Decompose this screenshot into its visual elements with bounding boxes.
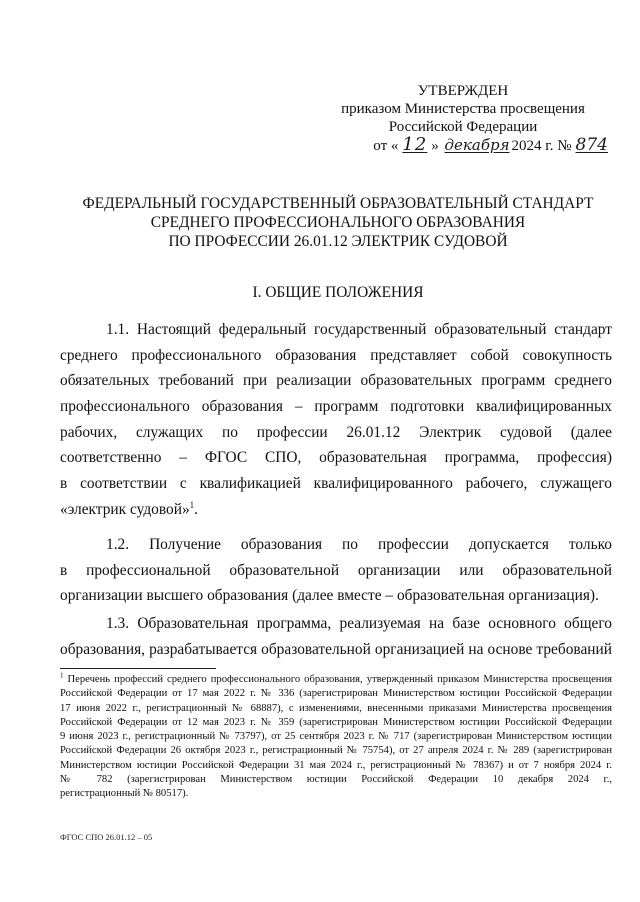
paragraph-line: обязательных требований при реализации образовательных программ среднего (60, 372, 612, 390)
order-day-handwritten: 12 (402, 134, 428, 155)
paragraph-line: в профессиональной образовательной организации или образовательной (60, 561, 612, 579)
footnote-mark: 1 (60, 671, 64, 680)
standard-title (60, 194, 616, 251)
footnote-line: 17 июня 2022 г., регистрационный № 68887), с изменениями, внесенными приказами Министерства просвещения (60, 702, 612, 714)
paragraph-1-3 (60, 611, 612, 662)
paragraph-line: 1.1. Настоящий федеральный государственный образовательный стандарт (106, 321, 612, 338)
paragraph-1-1 (60, 317, 612, 523)
title-line-2: СРЕДНЕГО ПРОФЕССИОНАЛЬНОГО ОБРАЗОВАНИЯ (150, 214, 526, 231)
footnote-line: регистрационный № 80517). (60, 788, 189, 800)
footnote-line: Российской Федерации 26 октября 2023 г., регистрационный № 75754), от 27 апреля 2024 г. № 289 (зарегистрирован (60, 745, 612, 757)
paragraph-line: 1.2. Получение образования по профессии допускается только (106, 536, 612, 553)
footnote-text: Перечень профессий среднего профессионального образования, утвержденный приказом Министерства просвещения (63, 674, 612, 685)
footnote-line: Российской Федерации от 17 мая 2022 г. № 336 (зарегистрирован Министерством юстиции Российской Федерации (60, 688, 612, 700)
page-footer-code: ФГОС СПО 26.01.12 – 05 (60, 832, 153, 842)
order-month-handwritten: декабря (444, 136, 510, 154)
paragraph-line-end (60, 497, 612, 523)
footnote-line: 9 июня 2023 г., регистрационный № 73797), от 25 сентября 2023 г. № 717 (зарегистрирован Министерством юстиции (60, 731, 612, 743)
footnote-reference[interactable]: 1 (189, 499, 195, 510)
paragraph-line: 1.3. Образовательная программа, реализуемая на базе основного общего (106, 615, 612, 632)
paragraph-line: среднего профессионального образования представляет собой совокупность (60, 346, 612, 364)
paragraph-period: . (194, 500, 199, 518)
paragraph-line: соответственно – ФГОС СПО, образовательная программа, профессия) (60, 449, 612, 467)
approval-stamp (318, 82, 608, 155)
paragraph-line: организации высшего образования (далее вместе – образовательная организация). (60, 587, 599, 605)
title-line-1: ФЕДЕРАЛЬНЫЙ ГОСУДАРСТВЕННЫЙ ОБРАЗОВАТЕЛЬНЫЙ СТАНДАРТ (82, 195, 594, 212)
footnote-line: Российской Федерации от 12 мая 2023 г. № 359 (зарегистрирован Министерством юстиции Российской Федерации (60, 716, 612, 728)
paragraph-line: рабочих, служащих по профессии 26.01.12 Электрик судовой (далее (60, 423, 612, 441)
paragraph-line: в соответствии с квалификацией квалифицированного рабочего, служащего (60, 475, 612, 493)
footnote-divider (60, 668, 216, 669)
paragraph-text: «электрик судовой» (60, 500, 190, 518)
order-prefix: от « (373, 138, 399, 154)
approval-line-1: приказом Министерства просвещения (341, 101, 585, 117)
approval-line-2: Российской Федерации (388, 119, 538, 135)
paragraph-1-2 (60, 532, 612, 609)
footnote-line (60, 673, 612, 687)
order-number-handwritten: 874 (575, 135, 608, 155)
order-mid: » (431, 138, 439, 154)
approval-heading: УТВЕРЖДЕН (417, 83, 509, 99)
section-heading: I. ОБЩИЕ ПОЛОЖЕНИЯ (252, 284, 424, 301)
footnote-line: № 782 (зарегистрирован Министерством юстиции Российской Федерации 10 декабря 2024 г., (60, 774, 612, 786)
order-line (318, 136, 608, 155)
footnote (60, 673, 612, 802)
paragraph-line: профессионального образования – программ подготовки квалифицированных (60, 398, 612, 416)
paragraph-line: образования, разрабатывается образовательной организацией на основе требований (60, 640, 612, 658)
title-line-3: ПО ПРОФЕССИИ 26.01.12 ЭЛЕКТРИК СУДОВОЙ (168, 233, 508, 250)
footnote-line: Министерством юстиции Российской Федерации 31 мая 2024 г., регистрационный № 78367) и от 7 ноября 2024 г. (60, 759, 612, 771)
order-year: 2024 г. № (511, 138, 572, 154)
